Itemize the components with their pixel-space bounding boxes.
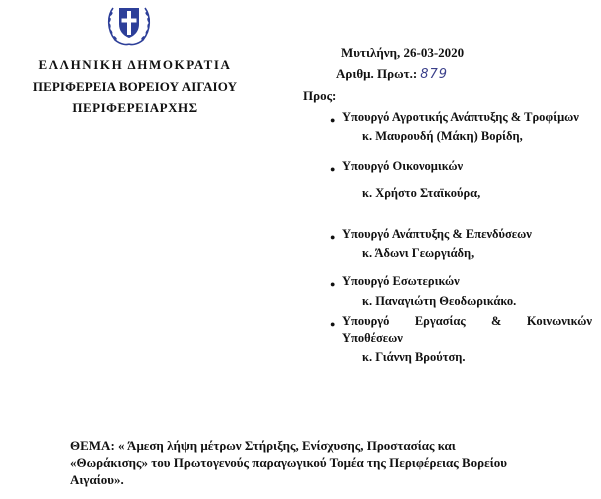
- recipient-minister: κ. Γιάννη Βρούτση.: [362, 350, 466, 364]
- recipient-ministry-continued: Υποθέσεων: [342, 331, 403, 345]
- ministry-word: &: [491, 314, 502, 328]
- recipient-minister: κ. Άδωνι Γεωργιάδη,: [362, 246, 475, 260]
- to-label: Προς:: [303, 88, 337, 103]
- bullet-icon: ●: [330, 319, 336, 329]
- bullet-icon: ●: [330, 164, 336, 174]
- recipient-minister: κ. Παναγιώτη Θεοδωρικάκο.: [362, 294, 517, 308]
- bullet-icon: ●: [330, 279, 336, 289]
- ministry-word: Κοινωνικών: [526, 314, 592, 328]
- protocol-line: [336, 66, 448, 82]
- subject-line: ΘΕΜΑ: « Άμεση λήψη μέτρων Στήριξης, Ενίσχυσης, Προστασίας και: [70, 438, 456, 453]
- ministry-word: Υπουργό: [342, 314, 390, 328]
- bullet-icon: ●: [330, 232, 336, 242]
- ministry-word: Εργασίας: [414, 314, 466, 328]
- bullet-icon: ●: [330, 115, 336, 125]
- protocol-label: Αριθμ. Πρωτ.:: [336, 66, 418, 81]
- office-name: ΠΕΡΙΦΕΡΕΙΑΡΧΗΣ: [72, 100, 198, 115]
- sender-block: [32, 54, 238, 119]
- recipient-minister: κ. Χρήστο Σταϊκούρα,: [362, 186, 481, 200]
- recipient-ministry: Υπουργό Εσωτερικών: [342, 274, 460, 288]
- place-date: Μυτιλήνη, 26-03-2020: [341, 45, 465, 60]
- greek-coat-of-arms-icon: [103, 2, 155, 46]
- subject-block: [70, 437, 590, 488]
- region-name: ΠΕΡΙΦΕΡΕΙΑ ΒΟΡΕΙΟΥ ΑΙΓΑΙΟΥ: [32, 79, 238, 94]
- subject-line: Αιγαίου».: [70, 472, 124, 487]
- recipient-minister: κ. Μαυρουδή (Μάκη) Βορίδη,: [362, 129, 523, 143]
- recipient-ministry: Υπουργό Αγροτικής Ανάπτυξης & Τροφίμων: [342, 110, 579, 124]
- recipient-ministry-justified: [342, 314, 592, 329]
- subject-line: «Θωράκισης» του Πρωτογενούς παραγωγικού Τομέα της Περιφέρειας Βορείου: [70, 455, 507, 470]
- recipient-ministry: Υπουργό Ανάπτυξης & Επενδύσεων: [342, 227, 532, 241]
- recipient-ministry: Υπουργό Οικονομικών: [342, 159, 464, 173]
- protocol-number: 879: [420, 67, 449, 82]
- country-name: ΕΛΛΗΝΙΚΗ ΔΗΜΟΚΡΑΤΙΑ: [38, 57, 232, 72]
